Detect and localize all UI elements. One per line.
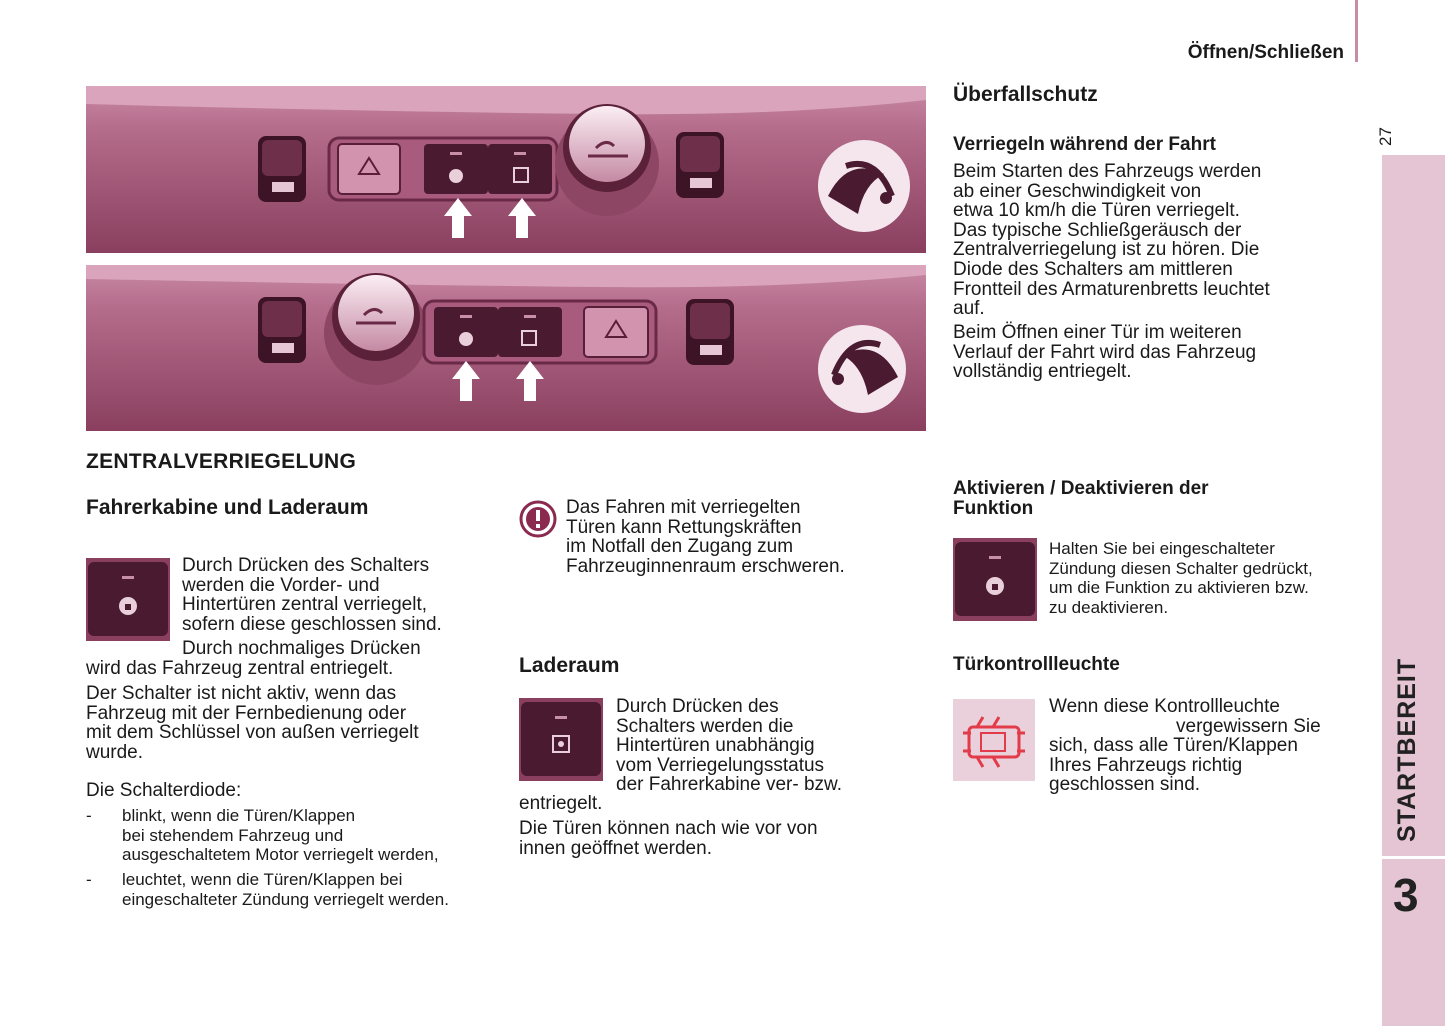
warning-note: Das Fahren mit verriegelten Türen kann Rettungskräften im Notfall den Zugang zum Fahrzeuginnenraum erschweren. xyxy=(566,497,845,577)
subheading-aktivieren: Aktivieren / Deaktivieren der Funktion xyxy=(953,478,1209,519)
laderaum-para1-end: entriegelt. xyxy=(519,793,603,814)
chapter-tab-divider xyxy=(1382,856,1445,859)
heading-ueberfallschutz: Überfallschutz xyxy=(953,83,1098,106)
laderaum-para1-top: Durch Drücken des Schalters werden die Hintertüren unabhängig vom Verriegelungsstatus der Fahrerkabine ver- bzw. xyxy=(616,696,842,796)
subheading-verriegeln: Verriegeln während der Fahrt xyxy=(953,134,1216,155)
lock-button-icon-right xyxy=(953,538,1037,621)
diode-intro: Die Schalterdiode: xyxy=(86,780,242,801)
subheading-tuerkontroll: Türkontrollleuchte xyxy=(953,654,1120,675)
dashboard-switches-lhd-photo xyxy=(86,86,926,253)
aktivieren-para: Halten Sie bei eingeschalteter Zündung diesen Schalter gedrückt, um die Funktion zu aktivieren bzw. zu deaktivieren. xyxy=(1049,539,1313,617)
chapter-tab-label: STARTBEREIT xyxy=(1393,657,1421,842)
verriegeln-para1: Beim Starten des Fahrzeugs werden ab einer Geschwindigkeit von etwa 10 km/h die Türen verriegelt. Das typische Schließgeräusch der Zentralverriegelung ist zu hören. Die Diode des Schalters am mittleren Frontteil des Armaturenbretts leuchtet auf. xyxy=(953,161,1270,320)
subheading-cabin-cargo: Fahrerkabine und Laderaum xyxy=(86,496,369,519)
cabin-cargo-para3: Der Schalter ist nicht aktiv, wenn das Fahrzeug mit der Fernbedienung oder mit dem Schlüssel von außen verriegelt wurde. xyxy=(86,683,419,763)
page-number: 27 xyxy=(1376,127,1395,146)
subheading-laderaum: Laderaum xyxy=(519,654,620,677)
laderaum-para2: Die Türen können nach wie vor von innen geöffnet werden. xyxy=(519,818,818,859)
diode-bullet-2: - leuchtet, wenn die Türen/Klappen bei eingeschalteter Zündung verriegelt werden. xyxy=(86,870,449,909)
chapter-number: 3 xyxy=(1393,869,1419,921)
lock-button-icon xyxy=(86,558,170,641)
main-heading: ZENTRALVERRIEGELUNG xyxy=(86,450,357,473)
warning-exclamation-icon xyxy=(519,500,557,538)
header-divider xyxy=(1355,0,1358,62)
cargo-lock-button-icon xyxy=(519,698,603,781)
cabin-cargo-para1: Durch Drücken des Schalters werden die Vorder- und Hintertüren zentral verriegelt, sofern diese geschlossen sind. xyxy=(182,555,442,635)
cabin-cargo-para2: Durch nochmaliges Drücken wird das Fahrzeug zentral entriegelt. xyxy=(86,638,421,679)
door-open-warning-lamp-icon xyxy=(953,699,1035,781)
verriegeln-para2: Beim Öffnen einer Tür im weiteren Verlauf der Fahrt wird das Fahrzeug vollständig entriegelt. xyxy=(953,322,1257,383)
tuerkontroll-para: Wenn diese Kontrollleuchte vergewissern Sie sich, dass alle Türen/Klappen Ihres Fahrzeugs richtig geschlossen sind. xyxy=(1049,696,1321,796)
dashboard-switches-rhd-photo xyxy=(86,265,926,431)
diode-bullet-1: - blinkt, wenn die Türen/Klappen bei stehendem Fahrzeug und ausgeschaltetem Motor verriegelt werden, xyxy=(86,806,439,864)
section-title: Öffnen/Schließen xyxy=(1187,42,1344,63)
